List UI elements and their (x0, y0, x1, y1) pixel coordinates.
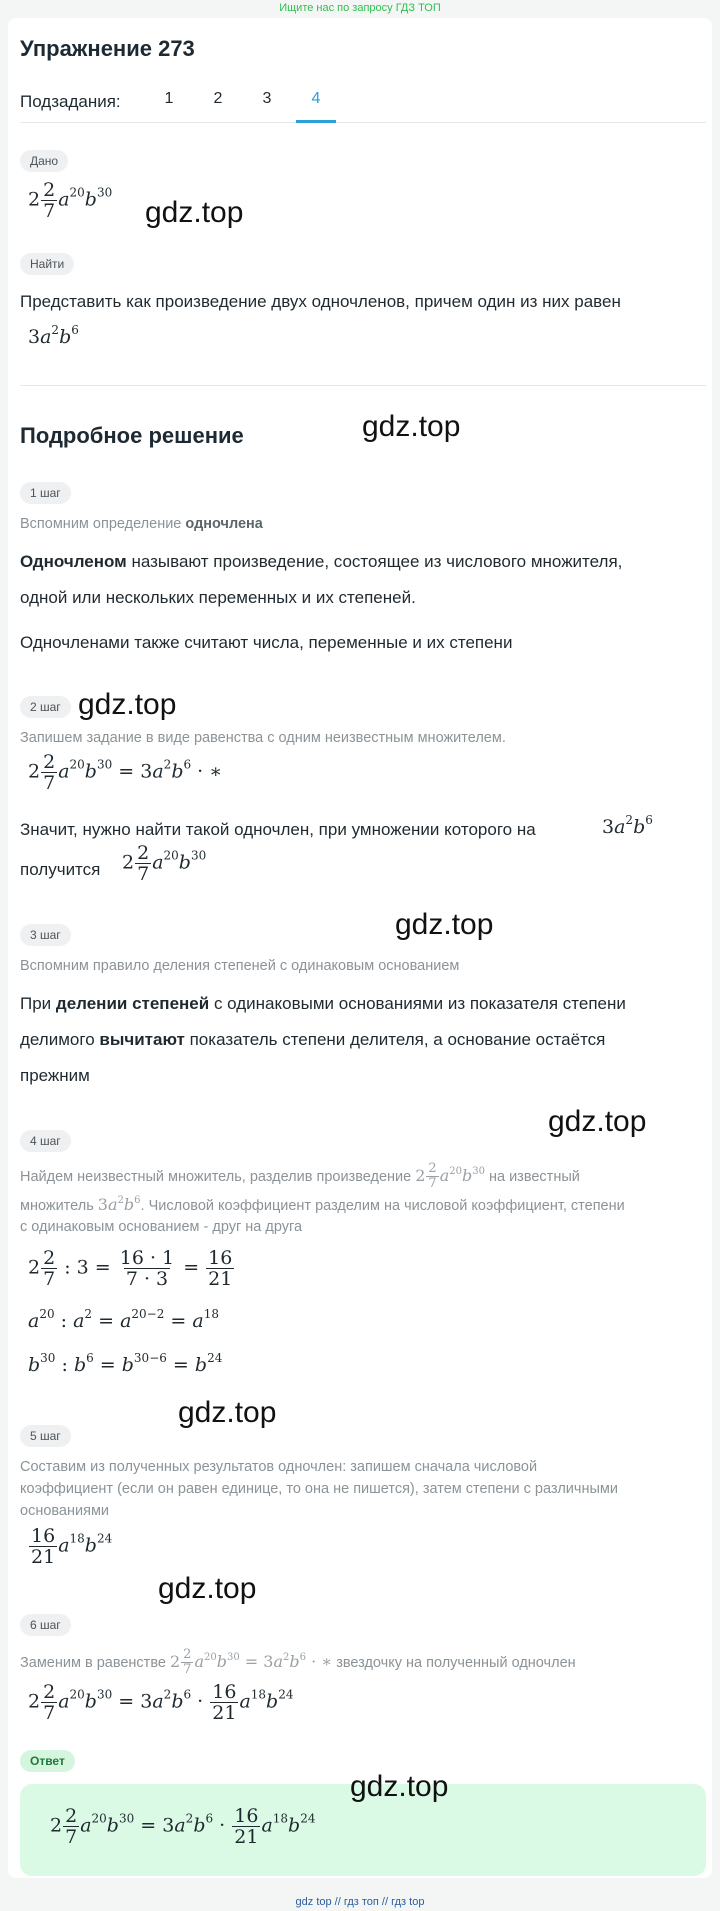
divider (20, 385, 706, 386)
step-4-g1b: на известный (488, 1169, 580, 1185)
step-4-b-division: $b^{30}$ : $b^6 = b^{30-6} = b^{24}$ (28, 1351, 223, 1376)
step-4-coef-division: 2 $\frac{2}{7}$ : 3 = $\frac{16 \cdot 1}{7 \cdot 3}$ = $\frac{16}{21}$ (28, 1247, 233, 1290)
watermark: gdz.top (158, 1572, 257, 1605)
step-3-l1c: с одинаковыми основаниями из показателя степени (209, 994, 626, 1013)
watermark: gdz.top (362, 410, 461, 443)
tab-1[interactable]: 1 (164, 90, 174, 107)
step-2-text1: Значит, нужно найти такой одночлен, при умножении которого на (20, 820, 536, 839)
step-1-definition (20, 544, 700, 580)
step-4-inline-product: 2 $\frac{2}{7}$ $a^{20}b^{30}$ (415, 1161, 485, 1191)
step-2-chip: 2 шаг (20, 696, 71, 718)
step-2-text2: получится (20, 860, 101, 879)
step-1-hint-bold: одночлена (185, 516, 263, 532)
step-1-def-line2: одной или нескольких переменных и их степеней. (20, 588, 416, 607)
step-3-l1b: делении степеней (55, 994, 210, 1013)
step-6-ga: Заменим в равенстве (20, 1655, 166, 1671)
step-1-hint (20, 513, 710, 535)
step-4-chip: 4 шаг (20, 1130, 71, 1152)
step-2-known-factor: $3a^2b^6$ (602, 813, 653, 838)
step-2-equation: 2 $\frac{2}{7}$ $a^{20}b^{30} = 3a^2b^6$ · ∗ (28, 751, 223, 794)
page-title: Упражнение 273 (20, 36, 195, 61)
step-3-chip: 3 шаг (20, 924, 71, 946)
given-chip: Дано (20, 150, 68, 172)
subtasks-label: Подзадания: (20, 92, 121, 111)
tab-2[interactable]: 2 (213, 90, 223, 107)
answer-equation: 2 $\frac{2}{7}$ $a^{20}b^{30} = 3a^2b^6$ · $\frac{16}{21}$ $a^{18}b^{24}$ (50, 1805, 316, 1848)
step-6-inline-equation: 2 $\frac{2}{7}$ $a^{20}b^{30} = 3a^2b^6$ · ∗ (169, 1647, 333, 1677)
watermark: gdz.top (548, 1105, 647, 1138)
find-chip: Найти (20, 253, 74, 275)
step-1-note: Одночленами также считают числа, переменные и их степени (20, 633, 513, 652)
watermark: gdz.top (78, 688, 177, 721)
footer-links[interactable]: gdz top // гдз топ // гдз top (295, 1896, 425, 1908)
step-4-g2a: множитель (20, 1198, 94, 1214)
solution-title: Подробное решение (20, 423, 244, 448)
step-1-chip: 1 шаг (20, 482, 71, 504)
subtasks-bar (20, 90, 706, 123)
watermark: gdz.top (178, 1396, 277, 1429)
step-5-monomial: $\frac{16}{21}$ $a^{18}b^{24}$ (31, 1525, 113, 1568)
step-4-hint-line2 (20, 1194, 710, 1217)
step-4-g1: Найдем неизвестный множитель, разделив произведение (20, 1169, 412, 1185)
given-expression: 2 $\frac{2}{7}$ $a^{20}b^{30}$ (28, 179, 113, 222)
answer-chip: Ответ (20, 1750, 75, 1772)
step-3-line3: прежним (20, 1066, 90, 1085)
step-4-hint-line1 (20, 1162, 710, 1191)
step-3-l2b: вычитают (99, 1030, 185, 1049)
step-3-l2c: показатель степени делителя, а основание остаётся (184, 1030, 606, 1049)
step-3-line1 (20, 986, 700, 1022)
step-4-inline-factor: $3a^2b^6$ (97, 1195, 141, 1214)
tab-3[interactable]: 3 (262, 90, 272, 107)
watermark: gdz.top (145, 196, 244, 229)
find-text: Представить как произведение двух одночленов, причем один из них равен (20, 292, 621, 311)
step-4-g2b: . Числовой коэффициент разделим на числовой коэффициент, степени (140, 1198, 625, 1214)
step-3-hint: Вспомним правило деления степеней с одинаковым основанием (20, 958, 460, 974)
step-5-hint-line1: Составим из полученных результатов одночлен: запишем сначала числовой (20, 1459, 538, 1475)
top-search-hint[interactable]: Ищите нас по запросу ГДЗ ТОП (279, 2, 441, 14)
tab-4[interactable]: 4 (296, 90, 336, 123)
watermark: gdz.top (350, 1770, 449, 1803)
step-1-def-line1: называют произведение, состоящее из числового множителя, (126, 552, 623, 571)
step-3-l1a: При (20, 994, 56, 1013)
watermark: gdz.top (395, 908, 494, 941)
step-5-hint-line3: основаниями (20, 1503, 110, 1519)
step-3-line2 (20, 1022, 700, 1058)
step-6-chip: 6 шаг (20, 1614, 71, 1636)
step-6-hint (20, 1648, 710, 1677)
step-1-hint-text: Вспомним определение (20, 516, 186, 532)
step-2-result: 2 $\frac{2}{7}$ $a^{20}b^{30}$ (122, 842, 207, 885)
step-6-equation: 2 $\frac{2}{7}$ $a^{20}b^{30} = 3a^2b^6$ · $\frac{16}{21}$ $a^{18}b^{24}$ (28, 1681, 294, 1724)
step-5-chip: 5 шаг (20, 1425, 71, 1447)
find-monomial: $3a^2b^6$ (28, 323, 79, 348)
step-4-a-division: $a^{20}$ : $a^2 = a^{20-2} = a^{18}$ (28, 1307, 219, 1332)
step-2-hint: Запишем задание в виде равенства с одним неизвестным множителем. (20, 730, 506, 746)
step-5-hint-line2: коэффициент (если он равен единице, то она не пишется), затем степени с различными (20, 1481, 618, 1497)
step-6-gb: звездочку на полученный одночлен (336, 1655, 576, 1671)
step-4-hint-line3: с одинаковым основанием - друг на друга (20, 1219, 303, 1235)
step-1-term: Одночленом (20, 552, 127, 571)
step-3-l2a: делимого (20, 1030, 100, 1049)
